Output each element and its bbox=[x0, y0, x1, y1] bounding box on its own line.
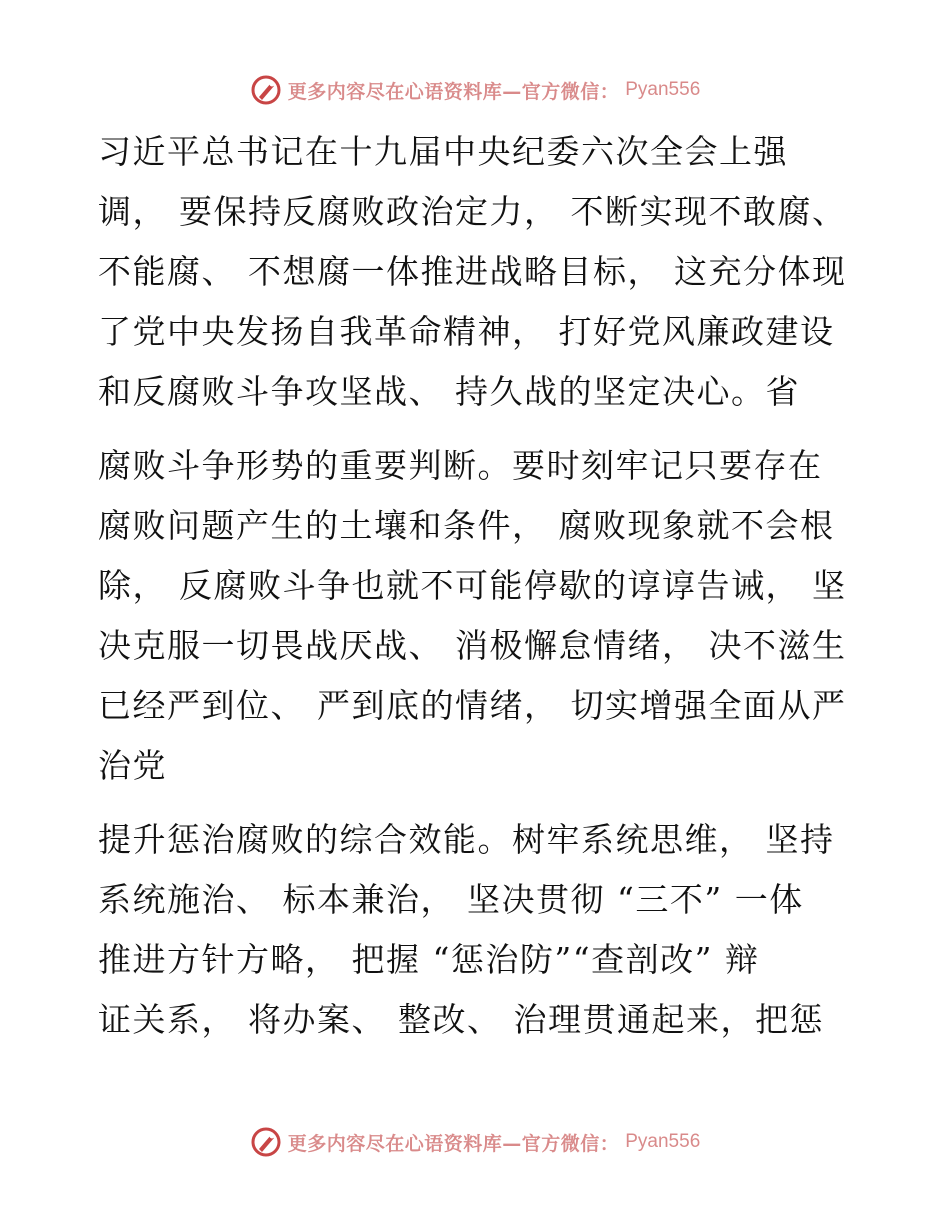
pen-logo-icon bbox=[250, 1126, 282, 1158]
text-line: 系统施治、 标本兼治， 坚决贯彻 “三不” 一体 bbox=[98, 880, 804, 919]
text-line: 腐败斗争形势的重要判断。要时刻牢记只要存在 bbox=[98, 446, 823, 485]
text-line: 证关系， 将办案、 整改、 治理贯通起来，把惩 bbox=[98, 1000, 824, 1039]
text-line: 决克服一切畏战厌战、 消极懈怠情绪， 决不滋生 bbox=[98, 626, 847, 665]
text-line: 腐败问题产生的土壤和条件， 腐败现象就不会根 bbox=[98, 506, 835, 545]
text-line: 提升惩治腐败的综合效能。树牢系统思维， 坚持 bbox=[98, 820, 835, 859]
text-line: 调， 要保持反腐败政治定力， 不断实现不敢腐、 bbox=[98, 192, 847, 231]
header-watermark-handle: Pyan556 bbox=[625, 79, 701, 100]
text-line: 推进方针方略， 把握 “惩治防”“查剖改” 辩 bbox=[98, 940, 760, 979]
text-line: 治党 bbox=[98, 746, 167, 785]
paragraph-1 bbox=[98, 122, 858, 422]
text-line: 除， 反腐败斗争也就不可能停歇的谆谆告诫， 坚 bbox=[98, 566, 847, 605]
document-body bbox=[98, 122, 858, 1064]
text-line: 习近平总书记在十九届中央纪委六次全会上强 bbox=[98, 132, 788, 171]
header-watermark bbox=[0, 70, 950, 110]
text-line: 了党中央发扬自我革命精神， 打好党风廉政建设 bbox=[98, 312, 835, 351]
header-watermark-text: 更多内容尽在心语资料库—官方微信： bbox=[287, 80, 620, 103]
paragraph-2 bbox=[98, 436, 858, 796]
footer-watermark-handle: Pyan556 bbox=[625, 1131, 701, 1152]
paragraph-3 bbox=[98, 810, 858, 1050]
footer-watermark bbox=[0, 1122, 950, 1162]
text-line: 不能腐、 不想腐一体推进战略目标， 这充分体现 bbox=[98, 252, 847, 291]
text-line: 和反腐败斗争攻坚战、 持久战的坚定决心。省 bbox=[98, 372, 800, 411]
text-line: 已经严到位、 严到底的情绪， 切实增强全面从严 bbox=[98, 686, 847, 725]
footer-watermark-text: 更多内容尽在心语资料库—官方微信： bbox=[287, 1132, 620, 1155]
pen-logo-icon bbox=[250, 74, 282, 106]
